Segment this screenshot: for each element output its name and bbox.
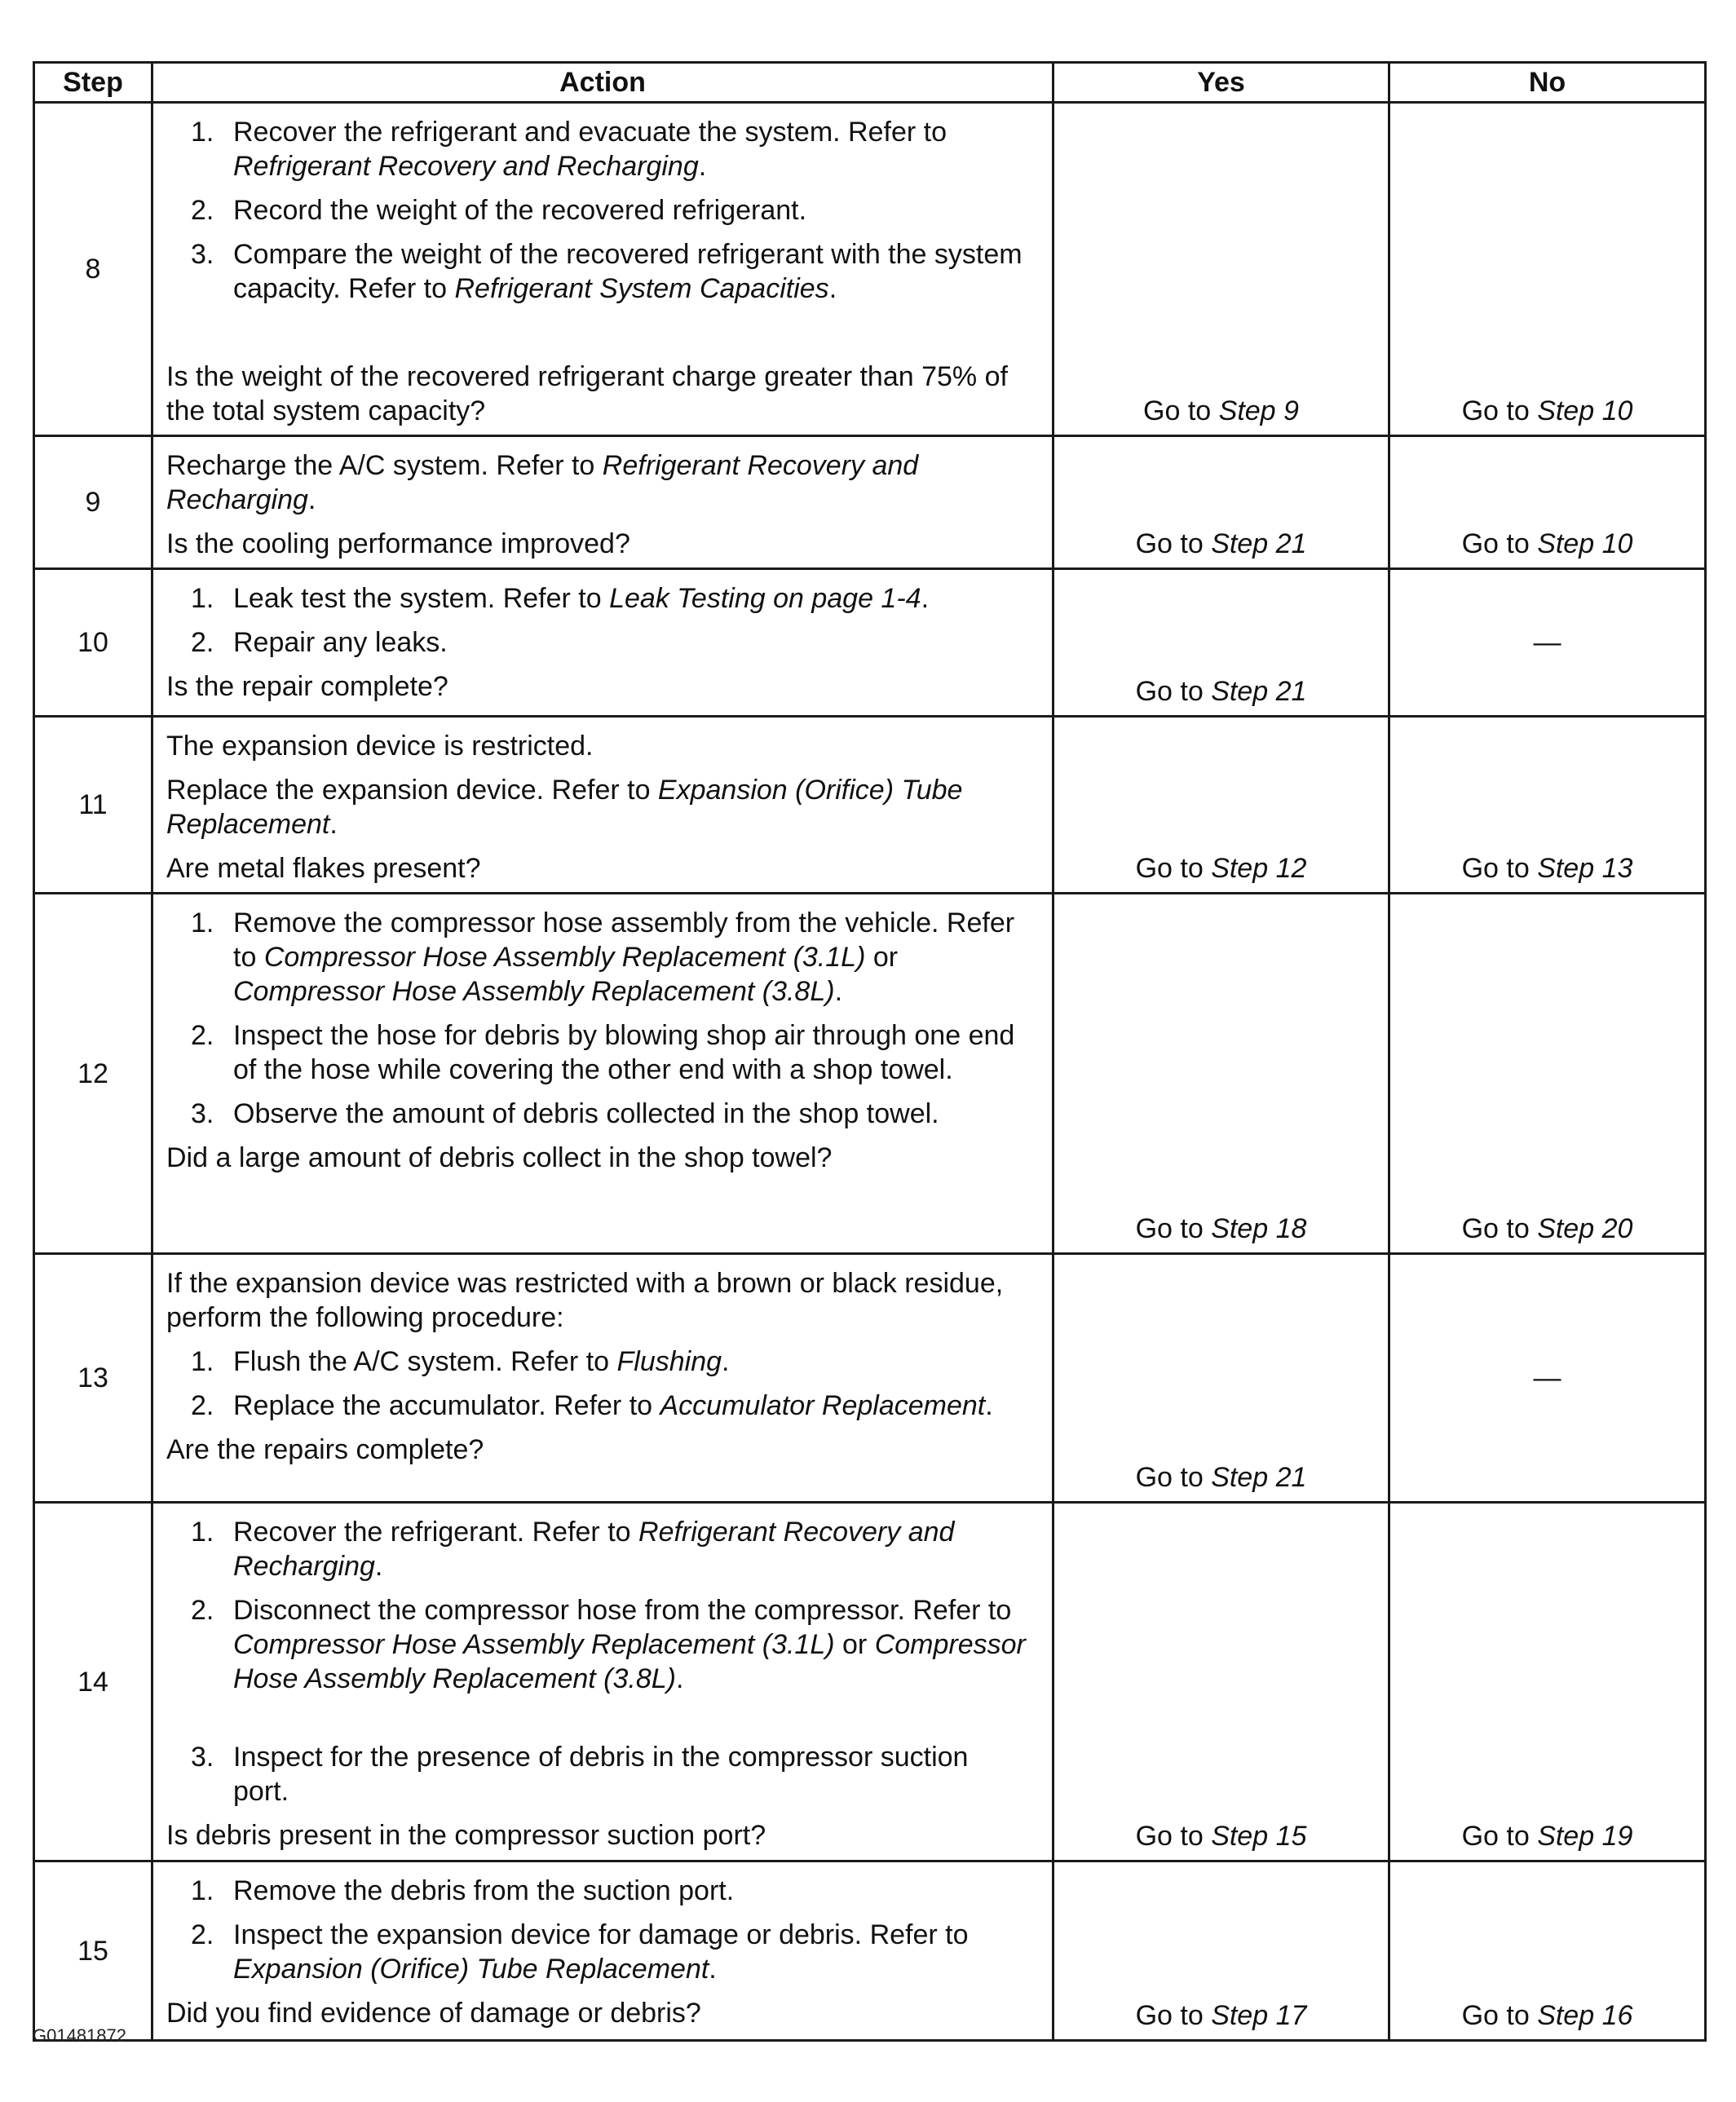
yes-cell: Go to Step 12 bbox=[1054, 717, 1389, 894]
header-action: Action bbox=[152, 63, 1054, 103]
action-item: 3. Inspect for the presence of debris in the compressor suction port. bbox=[191, 1742, 969, 1807]
header-row bbox=[34, 63, 1706, 103]
no-cell: Go to Step 10 bbox=[1389, 436, 1706, 569]
no-cell-dash: — bbox=[1389, 1254, 1706, 1503]
action-item: 3. Compare the weight of the recovered refrigerant with the system capacity. Refer to Refrigerant System Capacities. bbox=[191, 239, 1023, 304]
action-question: Did you find evidence of damage or debris? bbox=[166, 1998, 701, 2029]
action-cell bbox=[152, 436, 1054, 569]
action-question: Are the repairs complete? bbox=[166, 1434, 484, 1465]
action-text: If the expansion device was restricted with a brown or black residue, perform the following procedure: bbox=[166, 1268, 1004, 1333]
action-question: Did a large amount of debris collect in the shop towel? bbox=[166, 1142, 833, 1173]
table-row bbox=[34, 436, 1706, 569]
action-cell bbox=[152, 569, 1054, 717]
action-item: 1. Recover the refrigerant and evacuate the system. Refer to Refrigerant Recovery and Recharging. bbox=[191, 117, 948, 182]
yes-cell: Go to Step 18 bbox=[1054, 894, 1389, 1254]
action-text: Recharge the A/C system. Refer to Refrigerant Recovery and Recharging. bbox=[166, 450, 919, 515]
action-item: 2. Disconnect the compressor hose from the compressor. Refer to Compressor Hose Assembly Replacement (3.1L) or Compressor Hose Assembly Replacement (3.8L). bbox=[191, 1595, 1026, 1694]
table-row bbox=[34, 894, 1706, 1254]
table-row bbox=[34, 1861, 1706, 2041]
table-row bbox=[34, 717, 1706, 894]
action-cell bbox=[152, 894, 1054, 1254]
yes-cell: Go to Step 9 bbox=[1054, 103, 1389, 436]
action-cell bbox=[152, 1861, 1054, 2041]
action-item: 2. Inspect the hose for debris by blowing shop air through one end of the hose while covering the other end with a shop towel. bbox=[191, 1020, 1015, 1085]
action-item: 1. Remove the debris from the suction port. bbox=[191, 1875, 735, 1906]
action-item: 1. Recover the refrigerant. Refer to Refrigerant Recovery and Recharging. bbox=[191, 1517, 955, 1582]
no-cell: Go to Step 13 bbox=[1389, 717, 1706, 894]
action-question: Is the weight of the recovered refrigerant charge greater than 75% of the total system capacity? bbox=[166, 361, 1008, 426]
table-row bbox=[34, 569, 1706, 717]
header-yes: Yes bbox=[1054, 63, 1389, 103]
action-cell bbox=[152, 103, 1054, 436]
action-item: 2. Repair any leaks. bbox=[191, 627, 448, 658]
action-item: 1. Leak test the system. Refer to Leak Testing on page 1-4. bbox=[191, 583, 930, 614]
no-cell: Go to Step 19 bbox=[1389, 1503, 1706, 1861]
step-number: 14 bbox=[34, 1503, 152, 1861]
action-text: The expansion device is restricted. bbox=[166, 731, 594, 762]
action-cell bbox=[152, 1254, 1054, 1503]
action-item: 2. Replace the accumulator. Refer to Accumulator Replacement. bbox=[191, 1390, 993, 1421]
no-cell: Go to Step 20 bbox=[1389, 894, 1706, 1254]
yes-cell: Go to Step 15 bbox=[1054, 1503, 1389, 1861]
action-question: Is debris present in the compressor suction port? bbox=[166, 1820, 766, 1851]
action-item: 3. Observe the amount of debris collected in the shop towel. bbox=[191, 1098, 939, 1129]
header-no: No bbox=[1389, 63, 1706, 103]
step-number: 10 bbox=[34, 569, 152, 717]
action-item: 1. Flush the A/C system. Refer to Flushing. bbox=[191, 1346, 730, 1377]
step-number: 9 bbox=[34, 436, 152, 569]
action-item: 2. Inspect the expansion device for damage or debris. Refer to Expansion (Orifice) Tube Replacement. bbox=[191, 1919, 969, 1985]
action-cell bbox=[152, 1503, 1054, 1861]
action-cell bbox=[152, 717, 1054, 894]
action-question: Are metal flakes present? bbox=[166, 853, 481, 884]
no-cell: Go to Step 16 bbox=[1389, 1861, 1706, 2041]
table-row bbox=[34, 1503, 1706, 1861]
action-question: Is the repair complete? bbox=[166, 671, 448, 702]
yes-cell: Go to Step 21 bbox=[1054, 436, 1389, 569]
action-question: Is the cooling performance improved? bbox=[166, 528, 630, 559]
no-cell: Go to Step 10 bbox=[1389, 103, 1706, 436]
step-number: 8 bbox=[34, 103, 152, 436]
header-step: Step bbox=[34, 63, 152, 103]
no-cell-dash: — bbox=[1389, 569, 1706, 717]
step-number: 15 bbox=[34, 1861, 152, 2041]
step-number: 11 bbox=[34, 717, 152, 894]
action-text: Replace the expansion device. Refer to Expansion (Orifice) Tube Replacement. bbox=[166, 775, 963, 840]
table-row bbox=[34, 1254, 1706, 1503]
table-row bbox=[34, 103, 1706, 436]
action-item: 2. Record the weight of the recovered refrigerant. bbox=[191, 195, 807, 226]
step-number: 12 bbox=[34, 894, 152, 1254]
action-item: 1. Remove the compressor hose assembly from the vehicle. Refer to Compressor Hose Assembly Replacement (3.1L) or Compressor Hose Assembly Replacement (3.8L). bbox=[191, 907, 1015, 1007]
yes-cell: Go to Step 17 bbox=[1054, 1861, 1389, 2041]
step-number: 13 bbox=[34, 1254, 152, 1503]
yes-cell: Go to Step 21 bbox=[1054, 1254, 1389, 1503]
yes-cell: Go to Step 21 bbox=[1054, 569, 1389, 717]
figure-id: G01481872 bbox=[33, 2025, 126, 2046]
diagnostic-table bbox=[33, 61, 1707, 2042]
